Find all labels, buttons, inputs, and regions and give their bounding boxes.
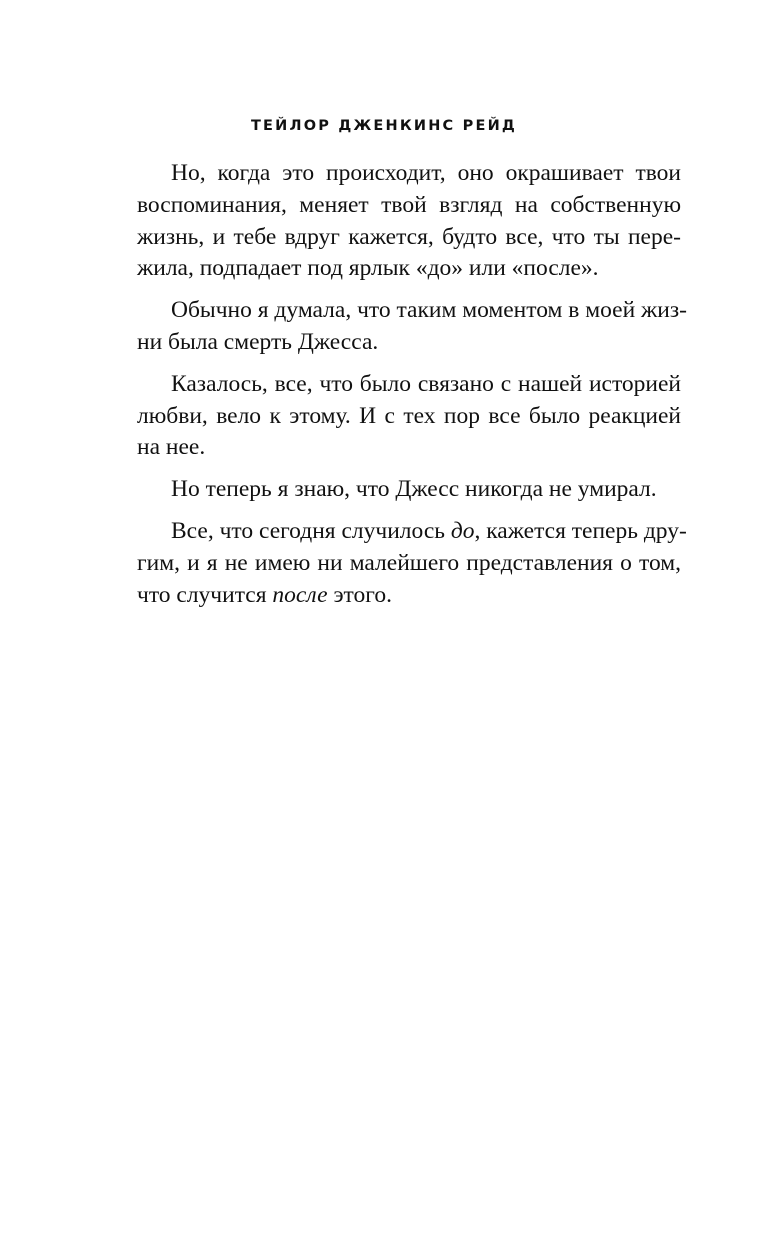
text-line [137, 516, 687, 548]
running-head: ТЕЙЛОР ДЖЕНКИНС РЕЙД [250, 118, 518, 134]
text-line: любви, вело к этому. И с тех пор все было реакцией [137, 402, 681, 429]
text-line [137, 580, 681, 612]
text-line: на нее. [137, 434, 206, 461]
paragraph-1 [137, 158, 681, 285]
text-line: жизнь, и тебе вдруг кажется, будто все, что ты пере- [137, 223, 681, 250]
italic-word: после [272, 581, 328, 608]
text-line: Но теперь я знаю, что Джесс никогда не умирал. [171, 476, 657, 503]
text-line: гим, и я не имею ни малейшего представления о том, [137, 549, 681, 576]
text-line: Казалось, все, что было связано с нашей историей [171, 370, 681, 397]
body-text [137, 158, 687, 611]
text-line: Обычно я думала, что таким моментом в моей жиз- [171, 297, 687, 324]
text-line: жила, подпадает под ярлык «до» или «после». [137, 255, 599, 282]
paragraph-2 [137, 295, 687, 359]
text-line: воспоминания, меняет твой взгляд на собственную [137, 191, 681, 218]
paragraph-3 [137, 369, 681, 464]
paragraph-4 [137, 474, 681, 506]
text-line: Но, когда это происходит, оно окрашивает твои [171, 160, 681, 186]
text-run: Все, что сегодня случилось [171, 517, 451, 544]
italic-word: до [450, 517, 475, 544]
text-run: что случится [137, 581, 273, 608]
text-run: этого. [327, 581, 392, 608]
paragraph-5 [137, 516, 687, 611]
text-line: ни была смерть Джесса. [137, 328, 379, 355]
text-run: , кажется теперь дру- [474, 517, 687, 544]
